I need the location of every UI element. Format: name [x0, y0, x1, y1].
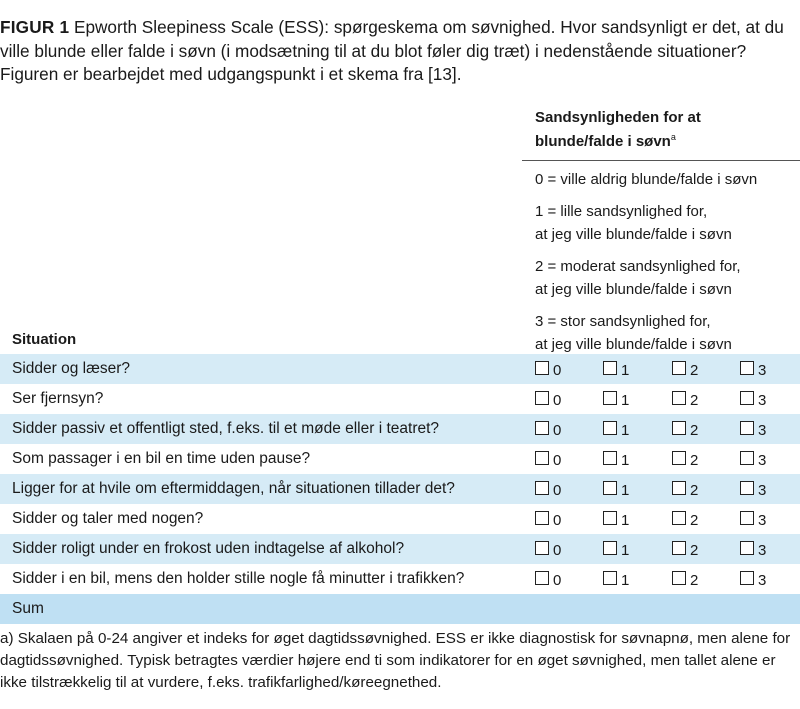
table-row: [0, 414, 800, 444]
option-2[interactable]: [672, 414, 698, 444]
legend-entry: [535, 255, 800, 301]
option-2[interactable]: [672, 534, 698, 564]
legend-line: 3 = stor sandsynlighed for,: [535, 313, 711, 330]
situation-label: Sidder i en bil, mens den holder stille nogle få minutter i trafikken?: [12, 570, 465, 587]
option-1[interactable]: [603, 564, 629, 594]
option-0[interactable]: [535, 354, 561, 384]
checkbox[interactable]: [603, 571, 617, 585]
option-value: 1: [621, 391, 630, 409]
option-value: 1: [621, 421, 630, 439]
option-0[interactable]: [535, 414, 561, 444]
table-row: [0, 354, 800, 384]
legend-entry: [535, 168, 800, 191]
option-value: 3: [758, 571, 767, 589]
sum-row: [0, 594, 800, 624]
option-3[interactable]: [740, 534, 766, 564]
situation-table: [0, 354, 800, 624]
table-row: [0, 504, 800, 534]
checkbox[interactable]: [535, 361, 549, 375]
situation-label: Ligger for at hvile om eftermiddagen, når situationen tillader det?: [12, 480, 455, 497]
option-value: 3: [758, 391, 767, 409]
situation-label: Sidder passiv et offentligt sted, f.eks. til et møde eller i teatret?: [12, 420, 440, 437]
legend-line: 0 = ville aldrig blunde/falde i søvn: [535, 171, 758, 188]
option-value: 1: [621, 481, 630, 499]
table-row: [0, 564, 800, 594]
caption-text: Epworth Sleepiness Scale (ESS): spørgeskema om søvnighed. Hvor sandsynligt er det, at du ville blunde eller falde i søvn (i modsætning til at du blot føler dig træt) i nedenstående situationer? Figuren er bearbejdet med udgangspunkt i et skema fra [13].: [0, 17, 784, 84]
option-value: 0: [553, 391, 562, 409]
option-value: 1: [621, 511, 630, 529]
option-value: 3: [758, 481, 767, 499]
option-value: 3: [758, 361, 767, 379]
option-3[interactable]: [740, 564, 766, 594]
checkbox[interactable]: [672, 541, 686, 555]
sum-label: Sum: [12, 600, 44, 617]
option-value: 0: [553, 481, 562, 499]
table-row: [0, 534, 800, 564]
checkbox[interactable]: [740, 511, 754, 525]
header-divider: [522, 160, 800, 161]
checkbox[interactable]: [740, 391, 754, 405]
option-1[interactable]: [603, 384, 629, 414]
checkbox[interactable]: [672, 361, 686, 375]
option-1[interactable]: [603, 414, 629, 444]
table-row: [0, 444, 800, 474]
checkbox[interactable]: [603, 451, 617, 465]
checkbox[interactable]: [535, 571, 549, 585]
option-2[interactable]: [672, 474, 698, 504]
checkbox[interactable]: [672, 571, 686, 585]
option-3[interactable]: [740, 444, 766, 474]
checkbox[interactable]: [603, 391, 617, 405]
option-value: 3: [758, 541, 767, 559]
scale-header-line1: Sandsynligheden for at: [535, 109, 701, 126]
option-3[interactable]: [740, 384, 766, 414]
option-3[interactable]: [740, 414, 766, 444]
option-value: 0: [553, 511, 562, 529]
checkbox[interactable]: [740, 481, 754, 495]
option-value: 0: [553, 571, 562, 589]
checkbox[interactable]: [740, 421, 754, 435]
table-row: [0, 384, 800, 414]
checkbox[interactable]: [535, 541, 549, 555]
situation-label: Sidder og taler med nogen?: [12, 510, 204, 527]
option-value: 2: [690, 361, 699, 379]
checkbox[interactable]: [672, 481, 686, 495]
checkbox[interactable]: [740, 571, 754, 585]
option-value: 1: [621, 541, 630, 559]
option-value: 3: [758, 511, 767, 529]
checkbox[interactable]: [603, 421, 617, 435]
option-value: 0: [553, 421, 562, 439]
option-0[interactable]: [535, 474, 561, 504]
option-value: 2: [690, 481, 699, 499]
situation-label: Sidder roligt under en frokost uden indtagelse af alkohol?: [12, 540, 405, 557]
legend-line: at jeg ville blunde/falde i søvn: [535, 226, 732, 243]
option-value: 1: [621, 571, 630, 589]
legend-line: at jeg ville blunde/falde i søvn: [535, 336, 732, 353]
option-0[interactable]: [535, 534, 561, 564]
option-value: 2: [690, 451, 699, 469]
option-0[interactable]: [535, 444, 561, 474]
option-value: 3: [758, 421, 767, 439]
option-value: 2: [690, 421, 699, 439]
legend-line: 2 = moderat sandsynlighed for,: [535, 258, 741, 275]
checkbox[interactable]: [603, 541, 617, 555]
option-2[interactable]: [672, 384, 698, 414]
table-row: [0, 474, 800, 504]
option-3[interactable]: [740, 474, 766, 504]
figure-label: FIGUR 1: [0, 17, 70, 37]
figure-caption: [0, 16, 790, 87]
situation-label: Sidder og læser?: [12, 360, 131, 377]
scale-header-line2: blunde/falde i søvn: [535, 133, 671, 150]
option-2[interactable]: [672, 444, 698, 474]
checkbox[interactable]: [740, 451, 754, 465]
option-1[interactable]: [603, 504, 629, 534]
checkbox[interactable]: [535, 481, 549, 495]
situation-column-header: Situation: [12, 331, 77, 348]
checkbox[interactable]: [672, 511, 686, 525]
option-1[interactable]: [603, 534, 629, 564]
legend-entry: [535, 200, 800, 246]
option-0[interactable]: [535, 504, 561, 534]
legend-entry: [535, 310, 800, 356]
option-2[interactable]: [672, 354, 698, 384]
option-2[interactable]: [672, 504, 698, 534]
checkbox[interactable]: [535, 421, 549, 435]
legend-line: at jeg ville blunde/falde i søvn: [535, 281, 732, 298]
footnote: a) Skalaen på 0-24 angiver et indeks for øget dagtidssøvnighed. ESS er ikke diagnostisk for søvnapnø, men alene for dagtidssøvnighed. Typisk betragtes værdier højere end ti som indikatorer for en øget søvnighed, men tallet alene er ikke tilstrækkelig til at vurdere, f.eks. trafikfarlighed/køreegnethed.: [0, 630, 791, 691]
option-value: 3: [758, 451, 767, 469]
option-value: 2: [690, 511, 699, 529]
option-value: 0: [553, 541, 562, 559]
situation-label: Som passager i en bil en time uden pause?: [12, 450, 311, 467]
scale-header: [535, 106, 795, 154]
checkbox[interactable]: [740, 541, 754, 555]
checkbox[interactable]: [535, 451, 549, 465]
option-0[interactable]: [535, 564, 561, 594]
option-2[interactable]: [672, 564, 698, 594]
option-3[interactable]: [740, 504, 766, 534]
scale-legend: [535, 168, 800, 365]
option-value: 2: [690, 541, 699, 559]
situation-label: Ser fjernsyn?: [12, 390, 104, 407]
checkbox[interactable]: [672, 391, 686, 405]
checkbox[interactable]: [672, 421, 686, 435]
checkbox[interactable]: [535, 511, 549, 525]
checkbox[interactable]: [603, 511, 617, 525]
option-0[interactable]: [535, 384, 561, 414]
option-value: 1: [621, 451, 630, 469]
option-value: 1: [621, 361, 630, 379]
checkbox[interactable]: [603, 481, 617, 495]
option-1[interactable]: [603, 354, 629, 384]
option-3[interactable]: [740, 354, 766, 384]
option-value: 0: [553, 361, 562, 379]
checkbox[interactable]: [603, 361, 617, 375]
option-value: 2: [690, 571, 699, 589]
option-1[interactable]: [603, 474, 629, 504]
checkbox[interactable]: [740, 361, 754, 375]
checkbox[interactable]: [535, 391, 549, 405]
footnote-marker: a: [670, 132, 676, 142]
option-value: 2: [690, 391, 699, 409]
legend-line: 1 = lille sandsynlighed for,: [535, 203, 708, 220]
option-1[interactable]: [603, 444, 629, 474]
checkbox[interactable]: [672, 451, 686, 465]
option-value: 0: [553, 451, 562, 469]
